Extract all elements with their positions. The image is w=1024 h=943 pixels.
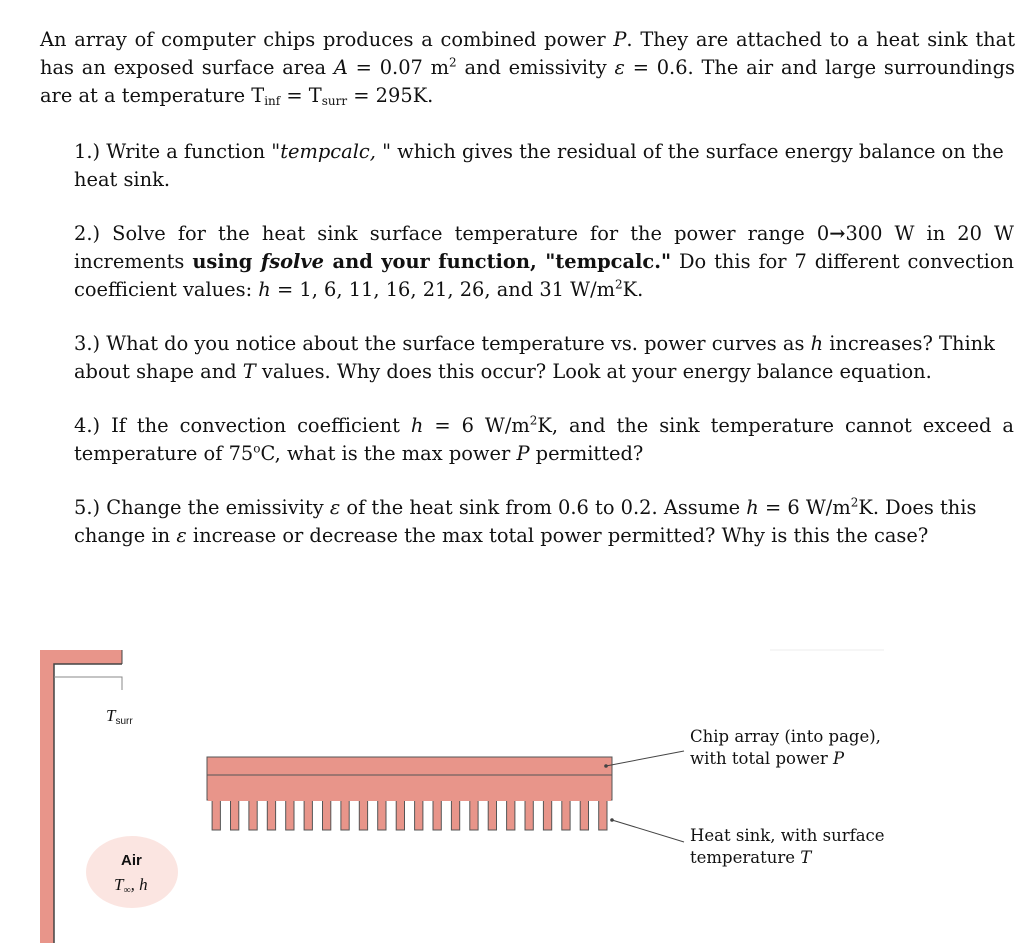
question-5 [74, 494, 1014, 550]
tsurr-label: Tsurr [106, 706, 133, 727]
heat-sink-figure [0, 620, 1024, 943]
sink-leader-line [612, 820, 684, 842]
fin [231, 800, 239, 830]
fin [341, 800, 349, 830]
fin [286, 800, 294, 830]
question-text: What do you notice about the surface temperature vs. power curves as h increases? Think about shape and T values. Why does this occur? Look at your energy balance equation. [74, 332, 995, 383]
question-1 [74, 138, 1014, 194]
fin [359, 800, 367, 830]
fin [396, 800, 404, 830]
question-text: If the convection coefficient h = 6 $W/m^2K$, and the sink temperature cannot exceed a temperature of 75$^o$C, what is the max power P permitted? [74, 413, 1014, 465]
fin [378, 800, 386, 830]
fin [433, 800, 441, 830]
question-text: Write a function "tempcalc, " which gives the residual of the surface energy balance on the heat sink. [74, 140, 1004, 191]
heat-sink-label: Heat sink, with surface temperature T [690, 826, 885, 867]
fin [599, 800, 607, 830]
fin [323, 800, 331, 830]
fin [562, 800, 570, 830]
intro-paragraph: An array of computer chips produces a combined power P. They are attached to a heat sink that has an exposed surface area A = 0.07 $m^2$ and emissivity ε = 0.6. The air and large surroundings are at a temperature Tinf = Tsurr = 295K. [40, 28, 1015, 108]
heat-sink-fins [208, 798, 611, 830]
question-number: 1.) [74, 140, 101, 163]
question-number: 2.) [74, 222, 101, 245]
fin [451, 800, 459, 830]
tinf-h-label: T∞, h [114, 875, 148, 896]
fin [212, 800, 220, 830]
question-text: Solve for the heat sink surface temperature for the power range 0→300 W in 20 W increments using fsolve and your function, "tempcalc." Do this for 7 different convection coefficient values: h = 1, 6, 11, 16, 21, 26, and 31 $W/m^2K$. [74, 222, 1015, 301]
fin [525, 800, 533, 830]
chip-leader-line [606, 751, 684, 766]
chip-array-label: Chip array (into page), with total power P [690, 727, 881, 768]
chip-array [207, 757, 612, 775]
question-number: 5.) [74, 496, 101, 519]
question-number: 3.) [74, 332, 101, 355]
air-label: Air [121, 852, 142, 869]
fin [488, 800, 496, 830]
question-number: 4.) [74, 414, 101, 437]
fin [304, 800, 312, 830]
fin-joint [208, 798, 611, 801]
fin [415, 800, 423, 830]
heat-sink [207, 775, 612, 830]
question-4 [74, 412, 1014, 468]
question-3 [74, 330, 1014, 386]
fin [470, 800, 478, 830]
air-region [86, 836, 178, 908]
fin [580, 800, 588, 830]
heat-sink-diagram [0, 620, 1024, 943]
question-text: Change the emissivity ε of the heat sink from 0.6 to 0.2. Assume h = 6 $W/m^2K$. Does this change in ε increase or decrease the max total power permitted? Why is this the case? [74, 495, 977, 547]
fin [249, 800, 257, 830]
fin [267, 800, 275, 830]
fin [543, 800, 551, 830]
question-2 [74, 220, 1014, 304]
fin [507, 800, 515, 830]
